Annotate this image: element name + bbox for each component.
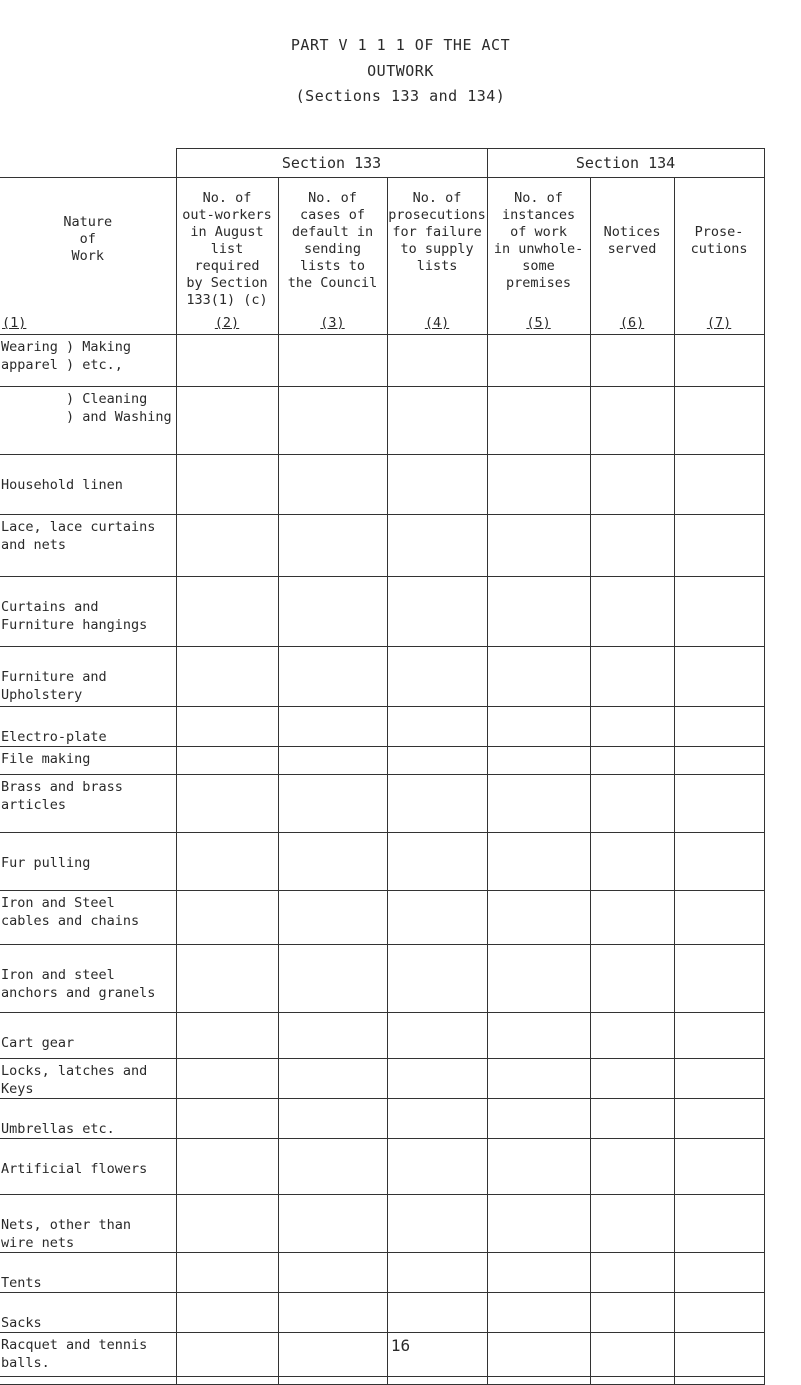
value-cell [674, 747, 764, 775]
table-row [0, 577, 764, 647]
column-header-row [0, 178, 764, 335]
nature-of-work-cell: Fur pulling [0, 833, 176, 891]
table-row [0, 945, 764, 1013]
value-cell [674, 891, 764, 945]
value-cell [387, 1293, 487, 1333]
col-unwholesome [487, 178, 590, 335]
value-cell [590, 891, 674, 945]
value-cell [590, 647, 674, 707]
value-cell [487, 707, 590, 747]
nature-of-work-cell: Locks, latches and Keys [0, 1059, 176, 1099]
nature-of-work-cell: Sacks [0, 1293, 176, 1333]
value-cell [176, 335, 278, 387]
value-cell [590, 707, 674, 747]
value-cell [387, 1195, 487, 1253]
value-cell [387, 1013, 487, 1059]
col-number: (4) [424, 315, 450, 331]
table-row [0, 775, 764, 833]
value-cell [487, 455, 590, 515]
value-cell [278, 1139, 387, 1195]
table-body [0, 335, 764, 1385]
value-cell [176, 577, 278, 647]
nature-of-work-cell: Racquet and tennis balls. [0, 1333, 176, 1385]
value-cell [674, 1253, 764, 1293]
nature-of-work-cell: ) Cleaning ) and Washing [0, 387, 176, 455]
nature-of-work-cell: Iron and Steel cables and chains [0, 891, 176, 945]
table-row [0, 833, 764, 891]
value-cell [590, 1013, 674, 1059]
value-cell [278, 335, 387, 387]
nature-of-work-cell: Electro-plate [0, 707, 176, 747]
value-cell [487, 1195, 590, 1253]
table-row [0, 1139, 764, 1195]
col-label: No. of prosecutions for failure to supply lists [388, 190, 486, 274]
value-cell [590, 1099, 674, 1139]
value-cell [674, 387, 764, 455]
value-cell [674, 1195, 764, 1253]
value-cell [590, 1253, 674, 1293]
value-cell [176, 1195, 278, 1253]
section-134-header: Section 134 [487, 149, 764, 178]
value-cell [590, 747, 674, 775]
nature-of-work-cell: Curtains and Furniture hangings [0, 577, 176, 647]
value-cell [674, 1139, 764, 1195]
value-cell [278, 833, 387, 891]
nature-of-work-cell: Cart gear [0, 1013, 176, 1059]
table-row [0, 1293, 764, 1333]
value-cell [590, 945, 674, 1013]
value-cell [387, 775, 487, 833]
value-cell [387, 515, 487, 577]
value-cell [487, 1293, 590, 1333]
value-cell [674, 335, 764, 387]
value-cell [176, 387, 278, 455]
outwork-title: OUTWORK [367, 62, 434, 80]
value-cell [278, 747, 387, 775]
col-number: (5) [526, 315, 551, 331]
nature-of-work-cell: Furniture and Upholstery [0, 647, 176, 707]
value-cell [176, 945, 278, 1013]
col-prosecutions [674, 178, 764, 335]
value-cell [176, 1139, 278, 1195]
value-cell [278, 891, 387, 945]
bottom-rule [0, 1376, 764, 1377]
col-prosecutions-lists [387, 178, 487, 335]
value-cell [487, 387, 590, 455]
value-cell [487, 335, 590, 387]
value-cell [176, 707, 278, 747]
value-cell [387, 945, 487, 1013]
table-row [0, 747, 764, 775]
value-cell [278, 647, 387, 707]
table-row [0, 1195, 764, 1253]
nature-of-work-cell: Brass and brass articles [0, 775, 176, 833]
value-cell [674, 455, 764, 515]
table-row [0, 1013, 764, 1059]
value-cell [487, 1059, 590, 1099]
value-cell [674, 577, 764, 647]
outwork-table [0, 148, 765, 1385]
table-row [0, 515, 764, 577]
value-cell [590, 515, 674, 577]
value-cell [278, 1253, 387, 1293]
col-number: (7) [706, 315, 732, 331]
value-cell [590, 1139, 674, 1195]
value-cell [387, 1139, 487, 1195]
table-row [0, 335, 764, 387]
value-cell [674, 647, 764, 707]
value-cell [590, 1195, 674, 1253]
table-row [0, 1099, 764, 1139]
value-cell [278, 387, 387, 455]
value-cell [674, 515, 764, 577]
value-cell [674, 1059, 764, 1099]
value-cell [387, 1059, 487, 1099]
value-cell [278, 1013, 387, 1059]
section-header-row [0, 149, 764, 178]
value-cell [278, 1059, 387, 1099]
col-number: (2) [214, 315, 240, 331]
table-row [0, 1253, 764, 1293]
value-cell [176, 833, 278, 891]
value-cell [487, 515, 590, 577]
value-cell [387, 747, 487, 775]
value-cell [278, 1099, 387, 1139]
col-number: (6) [619, 315, 645, 331]
value-cell [278, 945, 387, 1013]
nature-of-work-cell: Lace, lace curtains and nets [0, 515, 176, 577]
nature-of-work-cell: Nets, other than wire nets [0, 1195, 176, 1253]
value-cell [387, 455, 487, 515]
nature-of-work-cell: File making [0, 747, 176, 775]
value-cell [487, 1253, 590, 1293]
value-cell [487, 775, 590, 833]
value-cell [278, 1195, 387, 1253]
value-cell [387, 833, 487, 891]
value-cell [487, 747, 590, 775]
sections-subtitle: (Sections 133 and 134) [295, 87, 506, 105]
value-cell [487, 1139, 590, 1195]
value-cell [590, 775, 674, 833]
table-row [0, 1059, 764, 1099]
value-cell [590, 833, 674, 891]
value-cell [590, 1293, 674, 1333]
value-cell [674, 1099, 764, 1139]
value-cell [387, 707, 487, 747]
value-cell [487, 1013, 590, 1059]
value-cell [674, 833, 764, 891]
value-cell [278, 1293, 387, 1333]
table-row [0, 647, 764, 707]
value-cell [278, 775, 387, 833]
value-cell [387, 1253, 487, 1293]
value-cell [387, 577, 487, 647]
value-cell [278, 455, 387, 515]
value-cell [387, 1099, 487, 1139]
value-cell [176, 1293, 278, 1333]
value-cell [278, 577, 387, 647]
value-cell [674, 1013, 764, 1059]
col-outworkers [176, 178, 278, 335]
value-cell [487, 891, 590, 945]
value-cell [674, 1293, 764, 1333]
nature-of-work-cell: Tents [0, 1253, 176, 1293]
value-cell [176, 1059, 278, 1099]
page-number: 16 [390, 1336, 411, 1355]
table-row [0, 455, 764, 515]
col-default-cases [278, 178, 387, 335]
col-label: Nature of Work [63, 214, 113, 264]
col-label: Notices served [603, 224, 661, 257]
value-cell [487, 577, 590, 647]
value-cell [176, 1099, 278, 1139]
value-cell [387, 387, 487, 455]
value-cell [590, 455, 674, 515]
nature-of-work-cell: Iron and steel anchors and granels [0, 945, 176, 1013]
col-number: (3) [320, 315, 345, 331]
nature-of-work-cell: Artificial flowers [0, 1139, 176, 1195]
value-cell [176, 891, 278, 945]
value-cell [278, 707, 387, 747]
nature-of-work-cell: Umbrellas etc. [0, 1099, 176, 1139]
col-number: (1) [2, 315, 27, 331]
value-cell [487, 647, 590, 707]
nature-of-work-cell: Household linen [0, 455, 176, 515]
value-cell [387, 335, 487, 387]
table-row [0, 707, 764, 747]
value-cell [487, 1099, 590, 1139]
value-cell [590, 577, 674, 647]
value-cell [674, 707, 764, 747]
value-cell [590, 335, 674, 387]
value-cell [387, 891, 487, 945]
value-cell [176, 515, 278, 577]
value-cell [176, 1013, 278, 1059]
value-cell [487, 833, 590, 891]
value-cell [590, 387, 674, 455]
section-133-header: Section 133 [176, 149, 487, 178]
value-cell [176, 775, 278, 833]
col-notices-served [590, 178, 674, 335]
value-cell [387, 647, 487, 707]
col-nature-of-work [0, 178, 176, 335]
blank-corner [0, 149, 176, 178]
value-cell [674, 775, 764, 833]
value-cell [176, 1253, 278, 1293]
table-row [0, 387, 764, 455]
value-cell [176, 647, 278, 707]
col-label: Prose- cutions [690, 224, 748, 257]
value-cell [176, 747, 278, 775]
part-title: PART V 1 1 1 OF THE ACT [290, 36, 511, 54]
value-cell [176, 455, 278, 515]
value-cell [487, 945, 590, 1013]
col-label: No. of instances of work in unwhole- some premises [493, 190, 584, 291]
value-cell [278, 515, 387, 577]
value-cell [590, 1059, 674, 1099]
nature-of-work-cell: Wearing ) Making apparel ) etc., [0, 335, 176, 387]
col-label: No. of out-workers in August list required by Section 133(1) (c) [182, 190, 272, 308]
value-cell [674, 945, 764, 1013]
table-row [0, 891, 764, 945]
col-label: No. of cases of default in sending lists to the Council [287, 190, 378, 291]
